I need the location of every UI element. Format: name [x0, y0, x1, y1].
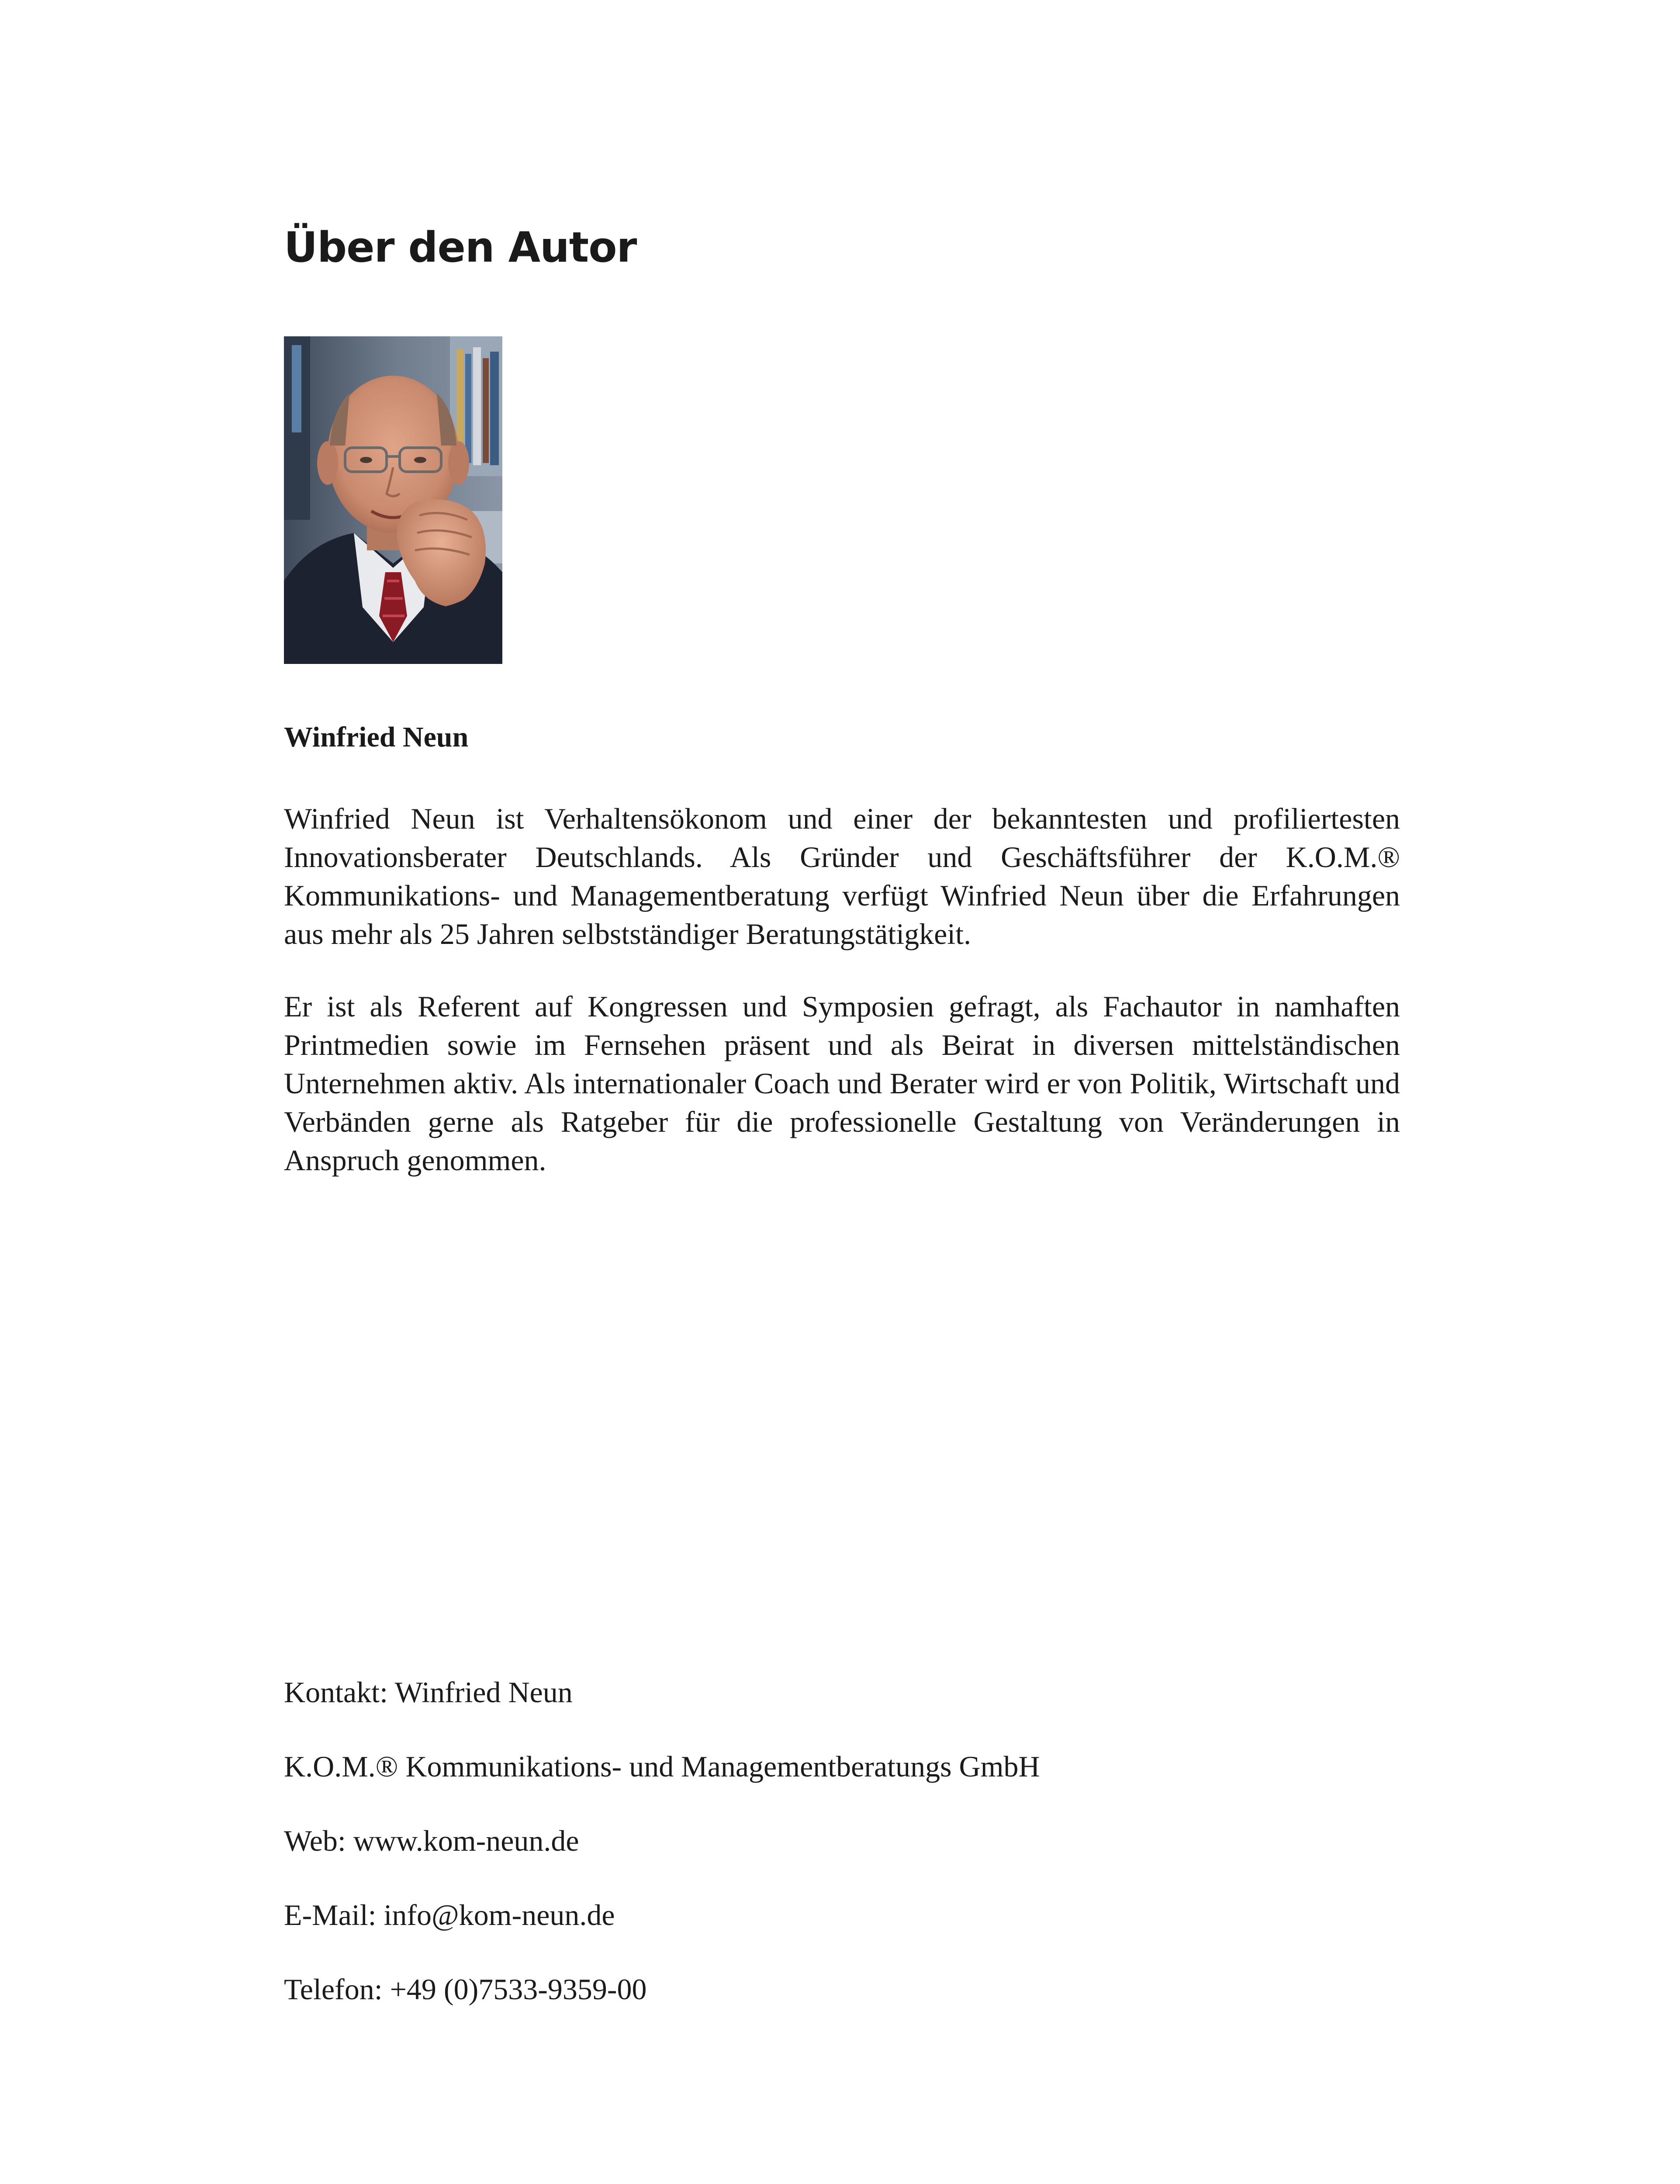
bio-paragraph: Er ist als Referent auf Kongressen und Symposien gefragt, als Fachautor in namhaften Printmedien sowie im Fernsehen präsent und als Beirat in diversen mittelständischen Unternehmen aktiv. Als internationaler Coach und Berater wird er von Politik, Wirtschaft und Verbänden gerne als Ratgeber für die professionelle Gestaltung von Veränderungen in Anspruch genommen. — [284, 990, 1400, 1177]
contact-company: K.O.M.® Kommunikations- und Managementberatungs GmbH — [284, 1750, 1040, 1783]
bio-paragraph: Winfried Neun ist Verhaltensökonom und einer der bekanntesten und profiliertesten Innovationsberater Deutschlands. Als Gründer und Geschäftsführer der K.O.M.® Kommunikations- und Managementberatung verfügt Winfried Neun über die Erfahrungen aus mehr als 25 Jahren selbstständiger Beratungstätigkeit. — [284, 802, 1400, 950]
author-portrait-icon — [284, 336, 502, 664]
author-portrait-image — [284, 336, 502, 664]
contact-person: Kontakt: Winfried Neun — [284, 1676, 573, 1709]
contact-phone: Telefon: +49 (0)7533-9359-00 — [284, 1973, 647, 2006]
contact-web-link[interactable]: Web: www.kom-neun.de — [284, 1824, 579, 1857]
author-name: Winfried Neun — [284, 721, 469, 753]
contact-email-link[interactable]: E-Mail: info@kom-neun.de — [284, 1898, 615, 1932]
page-title: Über den Autor — [284, 224, 637, 272]
